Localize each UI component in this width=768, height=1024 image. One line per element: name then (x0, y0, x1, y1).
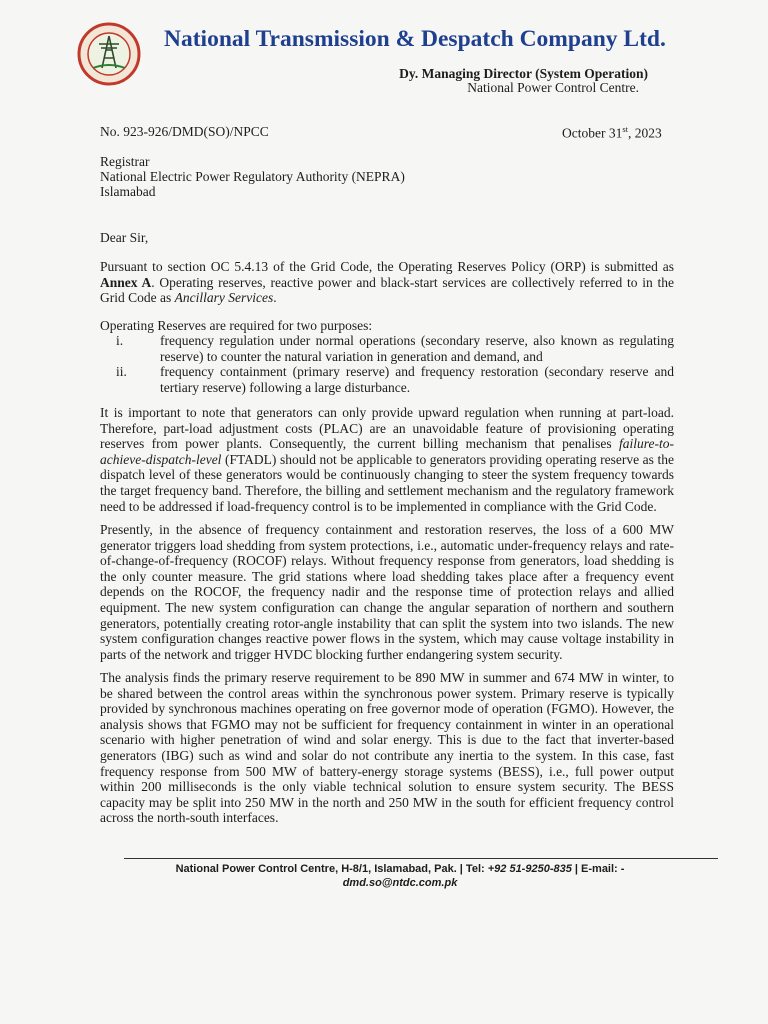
list-item (100, 364, 674, 395)
recipient-address (100, 154, 405, 199)
paragraph-analysis: The analysis finds the primary reserve requirement to be 890 MW in summer and 674 MW in winter, to be shared between the control areas within the synchronous power system. Primary reserve is typically provided by synchronous machines operating on free governor mode of operation (FGMO). However, the analysis shows that FGMO may not be sufficient for frequency containment in winter in an operational scenario with higher penetration of wind and solar energy. This is due to the fact that inverter-based generators (IBG) such as wind and solar do not contribute any inertia to the system. In this case, fast frequency response from 500 MW of battery-energy storage systems (BESS), i.e., full power output within 200 milliseconds is the only viable technical solution to ensure system security. The BESS capacity may be split into 250 MW in the north and 250 MW in the south for efficient frequency control across the north-south interfaces. (100, 670, 674, 826)
company-name: National Transmission & Despatch Company Ltd. (164, 26, 666, 52)
footer-divider (124, 858, 718, 859)
purposes-list (100, 333, 674, 395)
paragraph-load-shedding: Presently, in the absence of frequency containment and restoration reserves, the loss of a 600 MW generator triggers load shedding from system protections, i.e., automatic under-frequency relays and rate-of-change-of-frequency (ROCOF) relays. Without frequency response from generators, load shedding is the only counter measure. The grid stations where load shedding takes place after a frequency event depends on the ROCOF, the frequency nadir and the response time of protection relays and allied equipment. The new system configuration can change the angular separation of northern and southern generators, potentially creating rotor-angle instability that can split the system into two islands. The new system configuration changes reactive power flows in the system, which may cause voltage instability in parts of the network and trigger HVDC blocking further endangering system security. (100, 522, 674, 662)
list-text: frequency regulation under normal operations (secondary reserve, also known as regulating reserve) to counter the natural variation in generation and demand, and (160, 333, 674, 364)
ntdc-seal-icon (77, 22, 141, 86)
ftadl-term: failure-to-achieve-dispatch-level (100, 436, 674, 467)
list-number: i. (116, 333, 124, 348)
list-item (100, 333, 674, 364)
sender-centre: National Power Control Centre. (467, 80, 639, 95)
footer-contact: National Power Control Centre, H-8/1, Islamabad, Pak. | Tel: +92 51-9250-835 | E-mail: - dmd.so@ntdc.com.pk (175, 863, 625, 889)
date-day: October 31 (562, 125, 623, 141)
sender-designation: Dy. Managing Director (System Operation) (399, 66, 648, 81)
annex-label: Annex A (100, 274, 152, 290)
salutation: Dear Sir, (100, 230, 149, 245)
recipient-line: National Electric Power Regulatory Authority (NEPRA) (100, 169, 405, 184)
ancillary-services-term: Ancillary Services (174, 290, 274, 306)
date-suffix: st (622, 124, 629, 134)
reference-number: No. 923-926/DMD(SO)/NPCC (100, 124, 269, 139)
list-number: ii. (116, 364, 127, 380)
letter-date (562, 124, 662, 142)
company-logo (77, 22, 141, 86)
paragraph-purposes-intro: Operating Reserves are required for two purposes: (100, 318, 373, 333)
list-text: frequency containment (primary reserve) and frequency restoration (secondary reserve and tertiary reserve) following a large disturbance. (160, 364, 674, 395)
date-year: , 2023 (628, 125, 662, 141)
recipient-line: Islamabad (100, 184, 156, 199)
footer-email[interactable]: dmd.so@ntdc.com.pk (342, 877, 458, 889)
paragraph-part-load: It is important to note that generators can only provide upward regulation when running at part-load. Therefore, part-load adjustment costs (PLAC) are an unavoidable feature of provisioning operating reserves from power plants. Consequently, the current billing mechanism that penalises failure-to-achieve-dispatch-level (FTADL) should not be applicable to generators providing operating reserve as the dispatch level of these generators would be continuously changing to steer the system frequency towards the target frequency band. Therefore, the billing and settlement mechanism and the regulatory framework need to be addressed if load-frequency control is to be implemented in compliance with the Grid Code. (100, 405, 674, 514)
recipient-line: Registrar (100, 154, 150, 169)
paragraph-submission: Pursuant to section OC 5.4.13 of the Grid Code, the Operating Reserves Policy (ORP) is submitted as Annex A. Operating reserves, reactive power and black-start services are collectively referred to in the Grid Code as Ancillary Services. (100, 259, 674, 306)
footer-phone: +92 51-9250-835 (487, 863, 572, 875)
